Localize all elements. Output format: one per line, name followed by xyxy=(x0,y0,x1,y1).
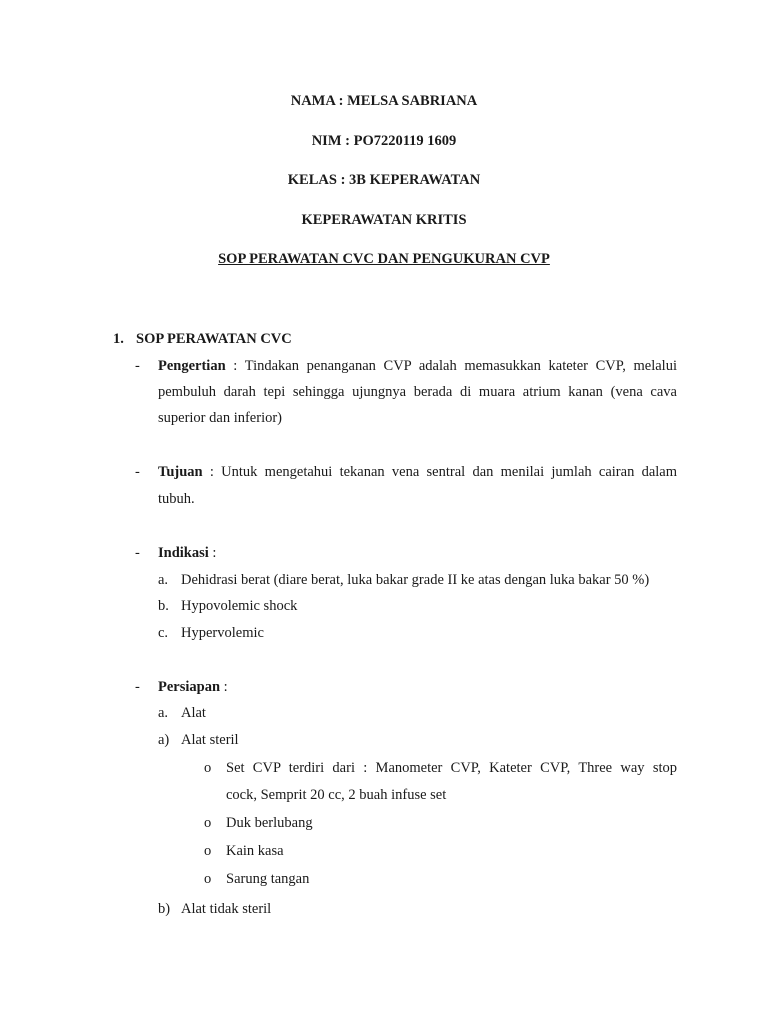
alat-tidak-steril-marker: b) xyxy=(158,901,171,917)
bullet-sarung: o xyxy=(204,871,212,887)
pengertian-line-1: Pengertian : Tindakan penanganan CVP adalah memasukkan kateter CVP, melalui xyxy=(158,358,677,374)
bullet-kain: o xyxy=(204,843,212,859)
dash-pengertian: - xyxy=(135,358,140,374)
alat-label: Alat xyxy=(181,705,206,721)
indikasi-marker-c: c. xyxy=(158,625,169,641)
document-title: SOP PERAWATAN CVC DAN PENGUKURAN CVP xyxy=(218,251,550,267)
dash-persiapan: - xyxy=(135,679,140,695)
indikasi-item-b: Hypovolemic shock xyxy=(181,598,298,614)
bullet-set-cvp: o xyxy=(204,760,212,776)
persiapan-heading: Persiapan : xyxy=(158,679,228,695)
tujuan-label: Tujuan xyxy=(158,464,203,480)
indikasi-item-c: Hypervolemic xyxy=(181,625,264,641)
pengertian-line-2: pembuluh darah tepi sehingga ujungnya berada di muara atrium kanan (vena cava xyxy=(158,384,677,400)
alat-steril-marker: a) xyxy=(158,732,170,748)
tujuan-line-2: tubuh. xyxy=(158,491,195,507)
student-name: NAMA : MELSA SABRIANA xyxy=(290,93,478,109)
item-sarung-tangan: Sarung tangan xyxy=(226,871,310,887)
set-cvp-line-2: cock, Semprit 20 cc, 2 buah infuse set xyxy=(226,787,447,803)
tujuan-text-1: Untuk mengetahui tekanan vena sentral dan menilai jumlah cairan dalam xyxy=(221,464,677,480)
alat-tidak-steril-label: Alat tidak steril xyxy=(181,901,272,917)
item-duk-berlubang: Duk berlubang xyxy=(226,815,313,831)
student-nim: NIM : PO7220119 1609 xyxy=(311,133,457,149)
alat-marker: a. xyxy=(158,705,169,721)
pengertian-line-3: superior dan inferior) xyxy=(158,410,283,426)
pengertian-label: Pengertian xyxy=(158,358,226,374)
indikasi-marker-a: a. xyxy=(158,572,169,588)
item-kain-kasa: Kain kasa xyxy=(226,843,284,859)
course-name: KEPERAWATAN KRITIS xyxy=(301,212,467,228)
set-cvp-line-1: Set CVP terdiri dari : Manometer CVP, Kateter CVP, Three way stop xyxy=(226,760,677,776)
section-number: 1. xyxy=(113,331,124,347)
pengertian-text-1: Tindakan penanganan CVP adalah memasukkan kateter CVP, melalui xyxy=(244,358,677,374)
indikasi-label: Indikasi xyxy=(158,545,209,561)
indikasi-item-a: Dehidrasi berat (diare berat, luka bakar grade II ke atas dengan luka bakar 50 %) xyxy=(181,572,650,588)
indikasi-marker-b: b. xyxy=(158,598,169,614)
bullet-duk: o xyxy=(204,815,212,831)
indikasi-heading: Indikasi : xyxy=(158,545,217,561)
persiapan-label: Persiapan xyxy=(158,679,221,695)
dash-indikasi: - xyxy=(135,545,140,561)
student-class: KELAS : 3B KEPERAWATAN xyxy=(287,172,481,188)
tujuan-line-1: Tujuan : Untuk mengetahui tekanan vena sentral dan menilai jumlah cairan dalam xyxy=(158,464,677,480)
section-title: SOP PERAWATAN CVC xyxy=(136,331,292,347)
alat-steril-label: Alat steril xyxy=(181,732,239,748)
dash-tujuan: - xyxy=(135,464,140,480)
